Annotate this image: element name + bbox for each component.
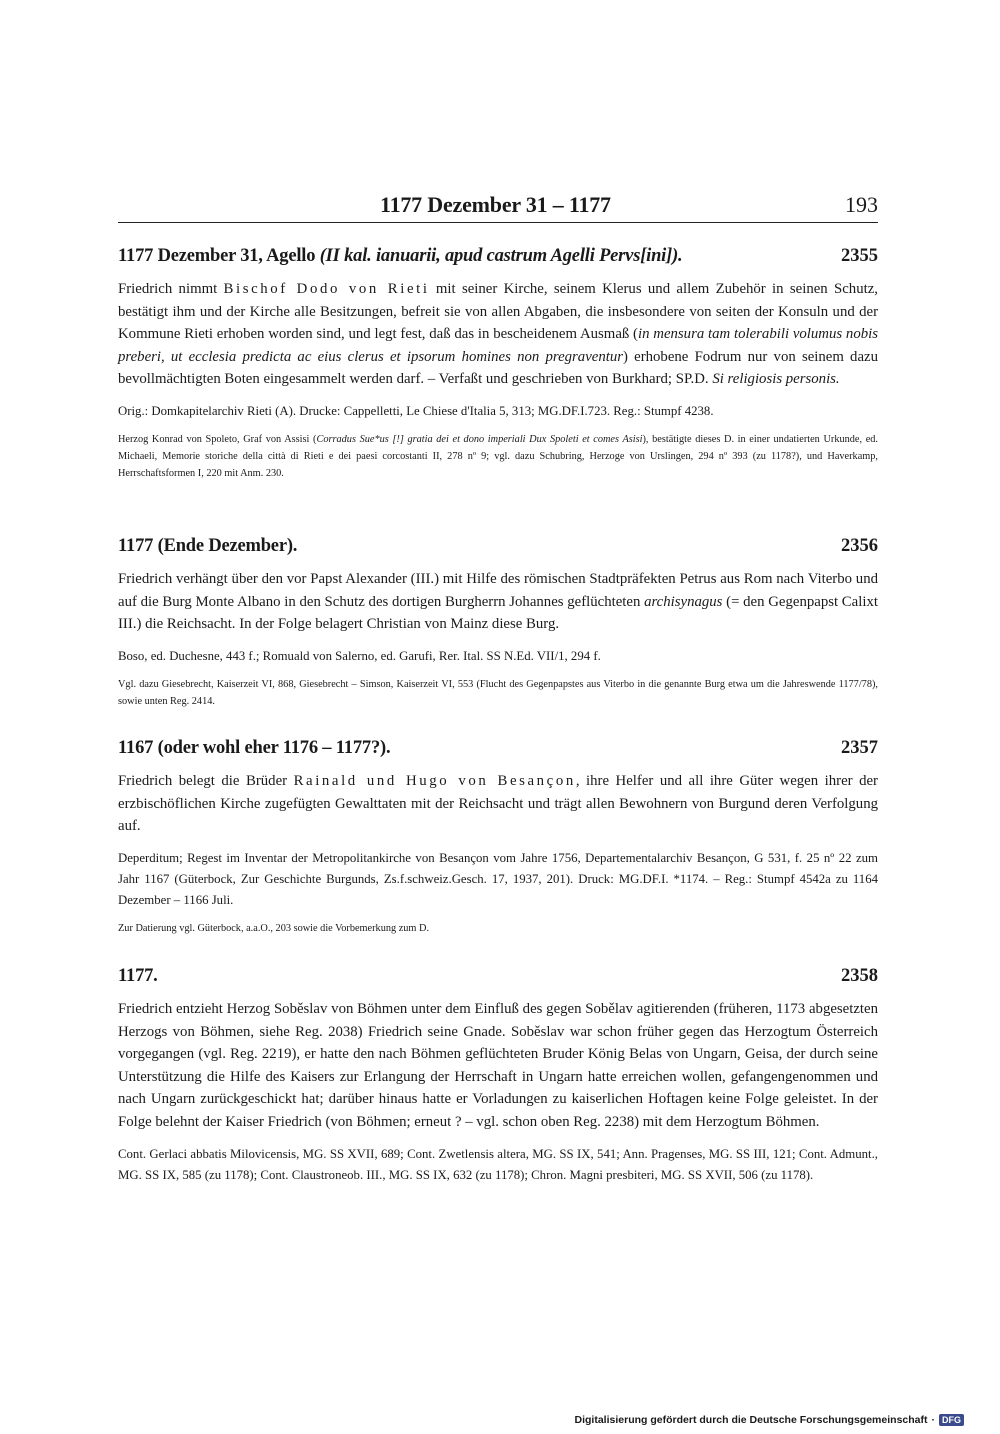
regest-text: Friedrich nimmt Bischof Dodo von Rieti mit seiner Kirche, seinem Klerus und allem Zubehör in seinen Schutz, bestätigt ihm und der Kirche alle Besitzungen, befreit sie von allen Abgaben, die insbesondere von seiten der Konsuln und der Kommune Rieti erhoben worden sind, und legt fest, daß das in bescheidenem Ausmaß (in mensura tam tolerabili volumus nobis preberi, ut ecclesia predicta ac eius clerus et ipsorum homines non pregraventur) erhobene Fodrum nur von seinem dazu bevollmächtigten Boten eingesammelt werden darf. – Verfaßt und geschrieben von Burkhard; SP.D. Si religiosis personis. — [118, 281, 878, 388]
regest-number: 2358 — [841, 966, 878, 986]
regest-title: 1167 (oder wohl eher 1176 – 1177?). — [118, 738, 391, 758]
dfg-logo: DFG — [939, 1414, 964, 1426]
regest-notes: Zur Datierung vgl. Güterbock, a.a.O., 203 sowie die Vorbemerkung zum D. — [118, 922, 430, 934]
regest-entry — [118, 738, 878, 937]
header-rule — [118, 222, 878, 223]
page-header — [118, 192, 878, 224]
regest-number: 2355 — [841, 246, 878, 266]
regest-title: 1177 Dezember 31, Agello (II kal. ianuarii, apud castrum Agelli Pervs[ini]). — [118, 246, 683, 266]
regest-sources: Boso, ed. Duchesne, 443 f.; Romuald von Salerno, ed. Garufi, Rer. Ital. SS N.Ed. VII/1, 294 f. — [118, 648, 601, 663]
regest-sources: Cont. Gerlaci abbatis Milovicensis, MG. SS XVII, 689; Cont. Zwetlensis altera, MG. SS IX, 541; Ann. Pragenses, MG. SS III, 121; Cont. Admunt., MG. SS IX, 585 (zu 1178); Cont. Claustroneob. III., MG. SS IX, 632 (zu 1178); Chron. Magni presbiteri, MG. SS XVII, 506 (zu 1178). — [118, 1146, 878, 1182]
regest-text: Friedrich verhängt über den vor Papst Alexander (III.) mit Hilfe des römischen Stadtpräfekten Petrus aus Rom nach Viterbo und auf die Burg Monte Albano in den Schutz des dortigen Burgherrn Johannes geflüchteten archisynagus (= den Gegenpapst Calixt III.) die Reichsacht. In der Folge belagert Christian von Mainz diese Burg. — [118, 571, 878, 633]
regest-title: 1177 (Ende Dezember). — [118, 536, 298, 556]
regest-number: 2356 — [841, 536, 878, 556]
regest-notes: Herzog Konrad von Spoleto, Graf von Assisi (Corradus Sue*us [!] gratia dei et dono imperiali Dux Spoleti et comes Asisi), bestätigte dieses D. in einer undatierten Urkunde, ed. Michaeli, Memorie storiche della città di Rieti e dei paesi corcostanti II, 278 nº 9; vgl. dazu Schubring, Herzoge von Urslingen, 294 nº 393 (zu 1178?), und Haverkamp, Herrschaftsformen I, 220 mit Anm. 230. — [118, 433, 878, 479]
regest-number: 2357 — [841, 738, 878, 758]
footer-credit: Digitalisierung gefördert durch die Deutsche Forschungsgemeinschaft · DFG — [575, 1414, 964, 1426]
regest-sources: Deperditum; Regest im Inventar der Metropolitankirche von Besançon vom Jahre 1756, Departementalarchiv Besançon, G 531, f. 25 nº 22 zum Jahr 1167 (Güterbock, Zur Geschichte Burgunds, Zs.f.schweiz.Gesch. 17, 1937, 201). Druck: MG.DF.I. *1174. – Reg.: Stumpf 4542a zu 1164 Dezember – 1166 Juli. — [118, 850, 878, 907]
regest-notes: Vgl. dazu Giesebrecht, Kaiserzeit VI, 868, Giesebrecht – Simson, Kaiserzeit VI, 553 (Flucht des Gegenpapstes aus Viterbo in die genannte Burg etwa um die Jahreswende 1177/78), sowie unten Reg. 2414. — [118, 678, 878, 707]
regest-entry — [118, 536, 878, 710]
regest-entry — [118, 246, 878, 482]
regest-text: Friedrich entzieht Herzog Soběslav von Böhmen unter dem Einfluß des gegen Sobělav agitierenden (früheren, 1173 abgesetzten Herzogs von Böhmen, siehe Reg. 2038) Friedrich seine Gnade. Soběslav war schon früher gegen das Herzogtum Österreich vorgegangen (vgl. Reg. 2219), er hatte den nach Böhmen geflüchteten Bruder König Belas von Ungarn, Geisa, der durch seine Unterstützung die Hilfe des Kaisers zur Erlangung der Herrschaft in Ungarn hatte erreichen wollen, gefangengenommen und nach Ungarn zurückgeschickt hat; darüber hinaus hatte er Vorladungen zu kaiserlichen Hoftagen keine Folge geleistet. In der Folge belehnt der Kaiser Friedrich (von Böhmen; erneut ? – vgl. schon oben Reg. 2238) mit dem Herzogtum Böhmen. — [118, 1001, 878, 1130]
page-number: 193 — [845, 192, 878, 217]
regest-entry — [118, 966, 878, 1186]
funding-note: Digitalisierung gefördert durch die Deutsche Forschungsgemeinschaft — [574, 1414, 928, 1426]
regest-sources: Orig.: Domkapitelarchiv Rieti (A). Drucke: Cappelletti, Le Chiese d'Italia 5, 313; MG.DF.I.723. Reg.: Stumpf 4238. — [118, 403, 714, 418]
regest-title: 1177. — [118, 966, 158, 986]
regest-text: Friedrich belegt die Brüder Rainald und Hugo von Besançon, ihre Helfer und all ihre Güter wegen ihrer der erzbischöflichen Kirche zugefügten Gewalttaten mit der Reichsacht und trägt allen Bewohnern von Burgund deren Verfolgung auf. — [118, 773, 878, 835]
running-title: 1177 Dezember 31 – 1177 — [380, 192, 611, 217]
